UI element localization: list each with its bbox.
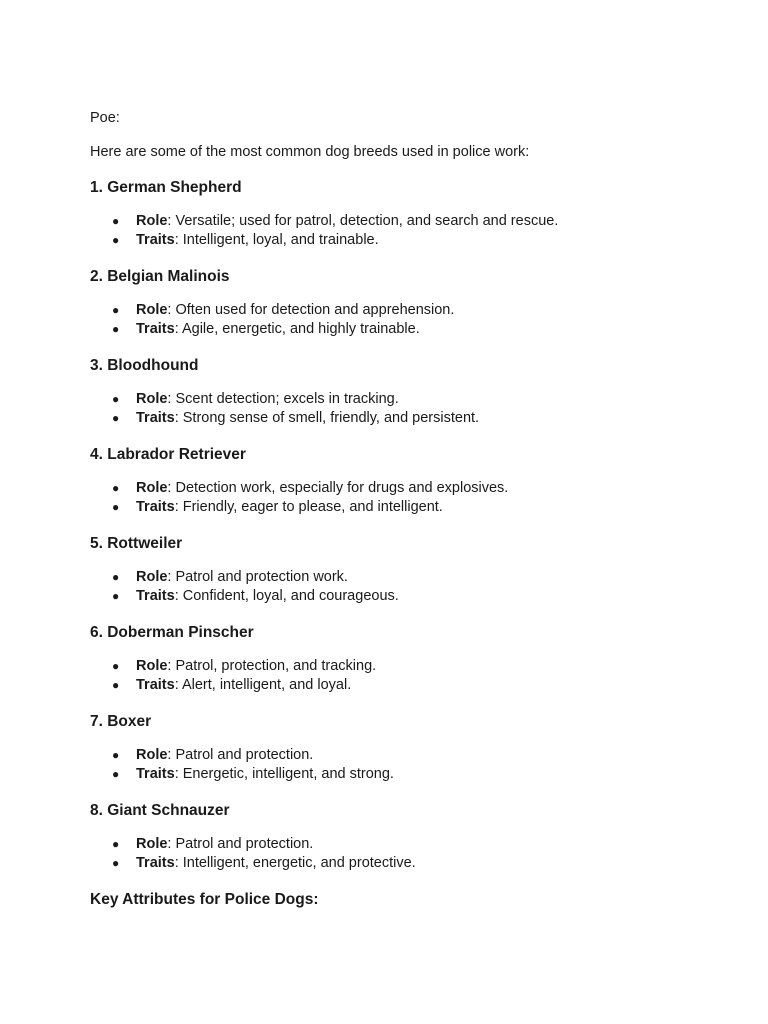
role-value: Patrol and protection. xyxy=(175,747,314,763)
role-label: Role xyxy=(136,480,168,496)
role-value: Scent detection; excels in tracking. xyxy=(175,391,399,407)
bullet-icon: ● xyxy=(112,411,120,425)
attr-separator: : xyxy=(167,569,176,585)
attr-separator: : xyxy=(167,836,176,852)
breed-attributes xyxy=(90,301,730,339)
role-label: Role xyxy=(136,302,168,318)
breed-title: 1. German Shepherd xyxy=(90,179,242,196)
breed-attributes xyxy=(90,479,730,517)
attr-separator: : xyxy=(167,658,176,674)
bullet-icon: ● xyxy=(112,570,120,584)
intro-text: Here are some of the most common dog breeds used in police work: xyxy=(90,144,530,160)
traits-value: Friendly, eager to please, and intelligent. xyxy=(182,499,443,515)
bullet-icon: ● xyxy=(112,659,120,673)
breed-section xyxy=(90,178,730,250)
breed-section xyxy=(90,712,730,784)
role-item xyxy=(90,568,730,587)
bullet-icon: ● xyxy=(112,481,120,495)
role-item xyxy=(90,301,730,320)
traits-value: Confident, loyal, and courageous. xyxy=(182,588,399,604)
attr-separator: : xyxy=(174,232,183,248)
bullet-icon: ● xyxy=(112,392,120,406)
role-label: Role xyxy=(136,391,168,407)
attr-separator: : xyxy=(167,391,176,407)
traits-label: Traits xyxy=(136,855,175,871)
breed-attributes xyxy=(90,746,730,784)
breed-title: 6. Doberman Pinscher xyxy=(90,624,254,641)
bullet-icon: ● xyxy=(112,748,120,762)
attr-separator: : xyxy=(167,213,176,229)
breed-title: 8. Giant Schnauzer xyxy=(90,802,230,819)
traits-item xyxy=(90,409,730,428)
traits-value: Agile, energetic, and highly trainable. xyxy=(181,321,420,337)
role-value: Patrol and protection work. xyxy=(175,569,348,585)
traits-value: Intelligent, loyal, and trainable. xyxy=(182,232,379,248)
traits-label: Traits xyxy=(136,588,175,604)
traits-label: Traits xyxy=(136,410,175,426)
breed-title: 2. Belgian Malinois xyxy=(90,268,230,285)
bullet-icon: ● xyxy=(112,303,120,317)
bullet-icon: ● xyxy=(112,837,120,851)
breed-section xyxy=(90,801,730,873)
bullet-icon: ● xyxy=(112,322,120,336)
attr-separator: : xyxy=(174,588,183,604)
bullet-icon: ● xyxy=(112,767,120,781)
traits-label: Traits xyxy=(136,677,175,693)
breed-attributes xyxy=(90,568,730,606)
traits-value: Strong sense of smell, friendly, and persistent. xyxy=(182,410,480,426)
breed-section xyxy=(90,534,730,606)
traits-item xyxy=(90,854,730,873)
traits-item xyxy=(90,676,730,695)
traits-value: Energetic, intelligent, and strong. xyxy=(182,766,394,782)
breed-title: 5. Rottweiler xyxy=(90,535,183,552)
breed-title: 4. Labrador Retriever xyxy=(90,446,246,463)
breed-section xyxy=(90,356,730,428)
role-item xyxy=(90,479,730,498)
bullet-icon: ● xyxy=(112,214,120,228)
breed-title: 3. Bloodhound xyxy=(90,357,199,374)
attr-separator: : xyxy=(167,480,176,496)
role-item xyxy=(90,835,730,854)
bullet-icon: ● xyxy=(112,678,120,692)
role-label: Role xyxy=(136,747,168,763)
attr-separator: : xyxy=(174,410,183,426)
role-item xyxy=(90,657,730,676)
traits-label: Traits xyxy=(136,499,175,515)
attr-separator: : xyxy=(174,855,183,871)
role-item xyxy=(90,212,730,231)
role-label: Role xyxy=(136,658,168,674)
bullet-icon: ● xyxy=(112,233,120,247)
role-value: Detection work, especially for drugs and explosives. xyxy=(175,480,509,496)
breed-attributes xyxy=(90,657,730,695)
traits-label: Traits xyxy=(136,766,175,782)
bullet-icon: ● xyxy=(112,500,120,514)
traits-label: Traits xyxy=(136,232,175,248)
role-label: Role xyxy=(136,836,168,852)
breed-section xyxy=(90,267,730,339)
role-label: Role xyxy=(136,569,168,585)
traits-value: Intelligent, energetic, and protective. xyxy=(182,855,416,871)
traits-item xyxy=(90,587,730,606)
traits-item xyxy=(90,765,730,784)
attr-separator: : xyxy=(174,766,183,782)
breed-section xyxy=(90,445,730,517)
breed-title: 7. Boxer xyxy=(90,713,152,730)
role-item xyxy=(90,746,730,765)
bullet-icon: ● xyxy=(112,589,120,603)
traits-item xyxy=(90,320,730,339)
traits-item xyxy=(90,498,730,517)
breed-attributes xyxy=(90,212,730,250)
role-value: Versatile; used for patrol, detection, and search and rescue. xyxy=(175,213,559,229)
role-value: Patrol and protection. xyxy=(175,836,314,852)
role-label: Role xyxy=(136,213,168,229)
attr-separator: : xyxy=(167,302,176,318)
breed-attributes xyxy=(90,390,730,428)
attr-separator: : xyxy=(174,321,182,337)
attr-separator: : xyxy=(174,499,183,515)
traits-value: Alert, intelligent, and loyal. xyxy=(181,677,352,693)
bullet-icon: ● xyxy=(112,856,120,870)
traits-item xyxy=(90,231,730,250)
attr-separator: : xyxy=(167,747,176,763)
closing-heading: Key Attributes for Police Dogs: xyxy=(90,891,319,908)
breed-attributes xyxy=(90,835,730,873)
speaker-label: Poe: xyxy=(90,110,120,126)
breed-section xyxy=(90,623,730,695)
role-value: Patrol, protection, and tracking. xyxy=(175,658,377,674)
role-value: Often used for detection and apprehension. xyxy=(175,302,455,318)
document-page xyxy=(90,108,730,910)
breed-list xyxy=(90,178,730,873)
attr-separator: : xyxy=(174,677,182,693)
role-item xyxy=(90,390,730,409)
traits-label: Traits xyxy=(136,321,175,337)
